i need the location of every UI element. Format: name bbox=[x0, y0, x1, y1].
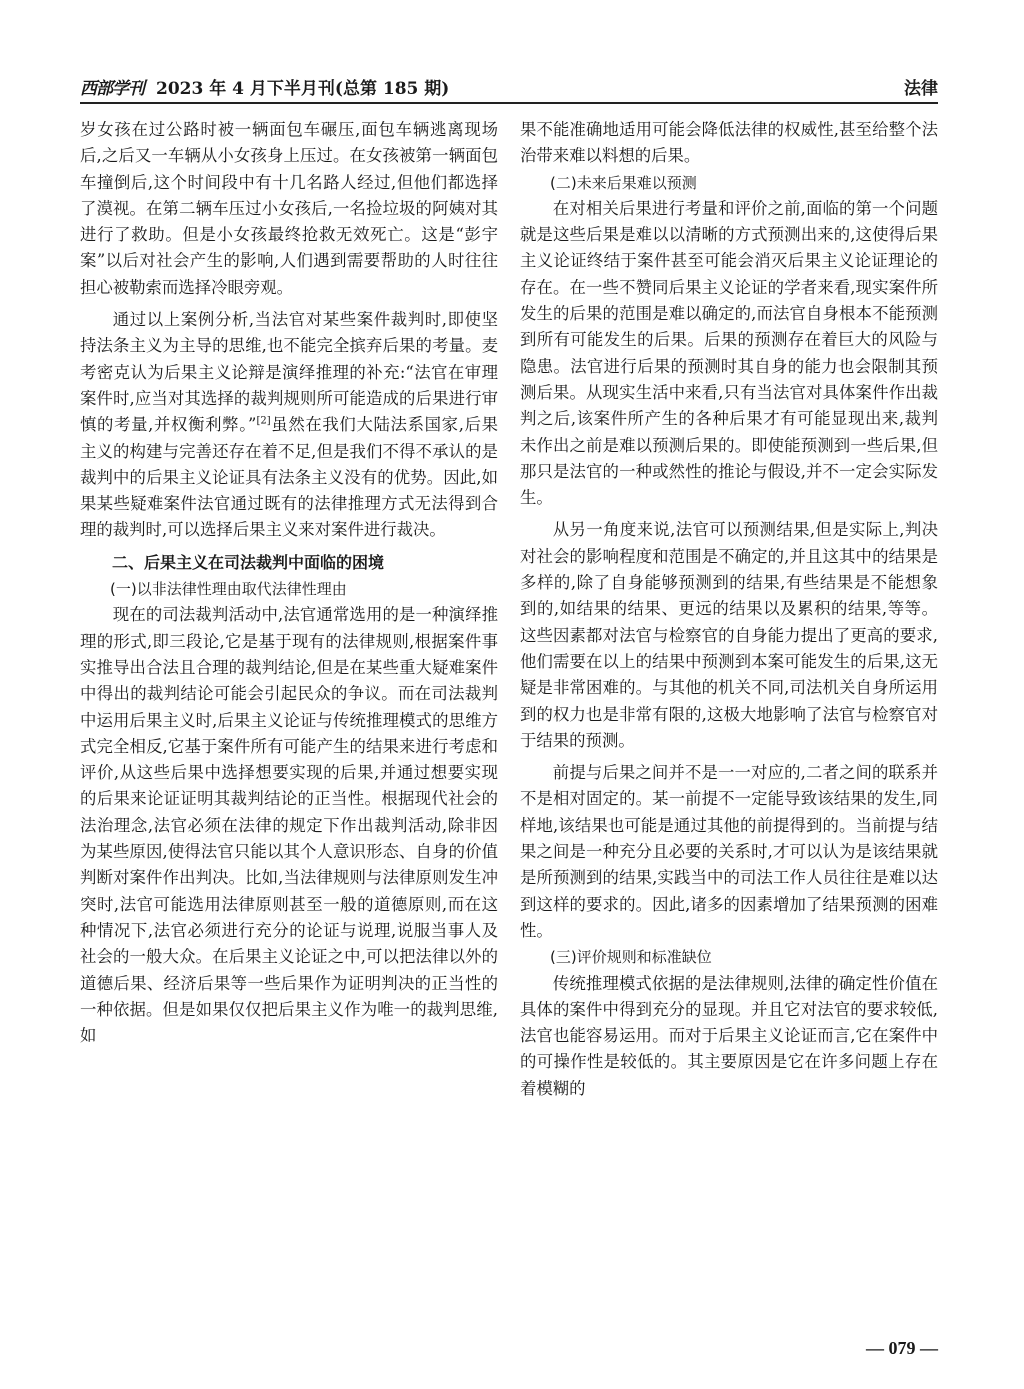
left-paragraph-2-part-a: 通过以上案例分析,当法官对某些案件裁判时,即使坚持法条主义为主导的思维,也不能完全摈弃后果的考量。麦考密克认为后果主义论辩是演绎推理的补充:“法官在审理案件时,应当对其选择的裁判规则所可能造成的后果进行审慎的考量,并权衡利弊。” bbox=[80, 310, 498, 435]
citation-ref: [2] bbox=[256, 415, 271, 427]
subheading-1: (一)以非法律性理由取代法律性理由 bbox=[110, 580, 347, 599]
page-number: — 079 — bbox=[866, 1338, 938, 1358]
right-paragraph-5: 传统推理模式依据的是法律规则,法律的确定性价值在具体的案件中得到充分的显现。并且它对法官的要求较低,法官也能容易运用。而对于后果主义论证而言,它在案件中的可操作性是较低的。其主要原因是它在许多问题上存在着模糊的 bbox=[520, 973, 938, 1098]
right-column bbox=[520, 117, 938, 1102]
right-paragraph-1: 果不能准确地适用可能会降低法律的权威性,甚至给整个法治带来难以料想的后果。 bbox=[520, 120, 938, 166]
section-heading-2: 二、后果主义在司法裁判中面临的困境 bbox=[112, 552, 385, 572]
left-paragraph-3: 现在的司法裁判活动中,法官通常选用的是一种演绎推理的形式,即三段论,它是基于现有的法律规则,根据案件事实推导出合法且合理的裁判结论,但是在某些重大疑难案件中得出的裁判结论可能会引起民众的争议。而在司法裁判中运用后果主义时,后果主义论证与传统推理模式的思维方式完全相反,它基于案件所有可能产生的结果来进行考虑和评价,从这些后果中选择想要实现的后果,并通过想要实现的后果来论证证明其裁判结论的正当性。根据现代社会的法治理念,法官必须在法律的规定下作出裁判活动,除非因为某些原因,使得法官只能以其个人意识形态、自身的价值判断对案件作出判决。比如,当法律规则与法律原则发生冲突时,法官可能选用法律原则甚至一般的道德原则,而在这种情况下,法官必须进行充分的论证与说理,说服当事人及社会的一般大众。在后果主义论证之中,可以把法律以外的道德后果、经济后果等一些后果作为证明判决的正当性的一种依据。但是如果仅仅把后果主义作为唯一的裁判思维,如 bbox=[80, 605, 498, 1046]
header-divider bbox=[80, 102, 938, 104]
right-paragraph-3: 从另一角度来说,法官可以预测结果,但是实际上,判决对社会的影响程度和范围是不确定的,并且这其中的结果是多样的,除了自身能够预测到的结果,有些结果是不能想象到的,如结果的结果、更远的结果以及累积的结果,等等。这些因素都对法官与检察官的自身能力提出了更高的要求,他们需要在以上的结果中预测到本案可能发生的后果,这无疑是非常困难的。与其他的机关不同,司法机关自身所运用到的权力也是非常有限的,这极大地影响了法官与检察官对于结果的预测。 bbox=[520, 520, 938, 750]
subheading-2: (二)未来后果难以预测 bbox=[550, 173, 697, 192]
left-paragraph-2 bbox=[80, 307, 498, 544]
right-paragraph-2: 在对相关后果进行考量和评价之前,面临的第一个问题就是这些后果是难以以清晰的方式预测出来的,这使得后果主义论证终结于案件甚至可能会消灭后果主义论证理论的存在。在一些不赞同后果主义论证的学者来看,现实案件所发生的后果的范围是难以确定的,而法官自身根本不能预测到所有可能发生的后果。后果的预测存在着巨大的风险与隐患。法官进行后果的预测时其自身的能力也会限制其预测后果。从现实生活中来看,只有当法官对具体案件作出裁判之后,该案件所产生的各种后果才有可能显现出来,裁判未作出之前是难以预测后果的。即使能预测到一些后果,但那只是法官的一种或然性的推论与假设,并不一定会实际发生。 bbox=[520, 198, 938, 508]
section-title: 法律 bbox=[904, 79, 938, 99]
page-header bbox=[80, 70, 938, 104]
issue-info: 2023 年 4 月下半月刊(总第 185 期) bbox=[156, 79, 450, 99]
left-paragraph-2-part-b: 虽然在我们大陆法系国家,后果主义的构建与完善还存在着不足,但是我们不得不承认的是裁判中的后果主义论证具有法条主义没有的优势。因此,如果某些疑难案件法官通过既有的法律推理方式无法得到合理的裁判时,可以选择后果主义来对案件进行裁决。 bbox=[80, 415, 499, 540]
right-paragraph-4: 前提与后果之间并不是一一对应的,二者之间的联系并不是相对固定的。某一前提不一定能导致该结果的发生,同样地,该结果也可能是通过其他的前提得到的。当前提与结果之间是一种充分且必要的关系时,才可以认为是该结果就是所预测到的结果,实践当中的司法工作人员往往是难以达到这样的要求的。因此,诸多的因素增加了结果预测的困难性。 bbox=[520, 763, 938, 940]
subheading-3: (三)评价规则和标准缺位 bbox=[550, 948, 712, 967]
left-paragraph-1: 岁女孩在过公路时被一辆面包车碾压,面包车辆逃离现场后,之后又一车辆从小女孩身上压过。在女孩被第一辆面包车撞倒后,这个时间段中有十几名路人经过,但他们都选择了漠视。在第二辆车压过小女孩后,一名捡垃圾的阿姨对其进行了救助。但是小女孩最终抢救无效死亡。这是“彭宇案”以后对社会产生的影响,人们遇到需要帮助的人时往往担心被勒索而选择冷眼旁观。 bbox=[80, 120, 498, 297]
journal-logo: 西部学刊 bbox=[80, 79, 144, 99]
left-column bbox=[80, 117, 498, 1049]
